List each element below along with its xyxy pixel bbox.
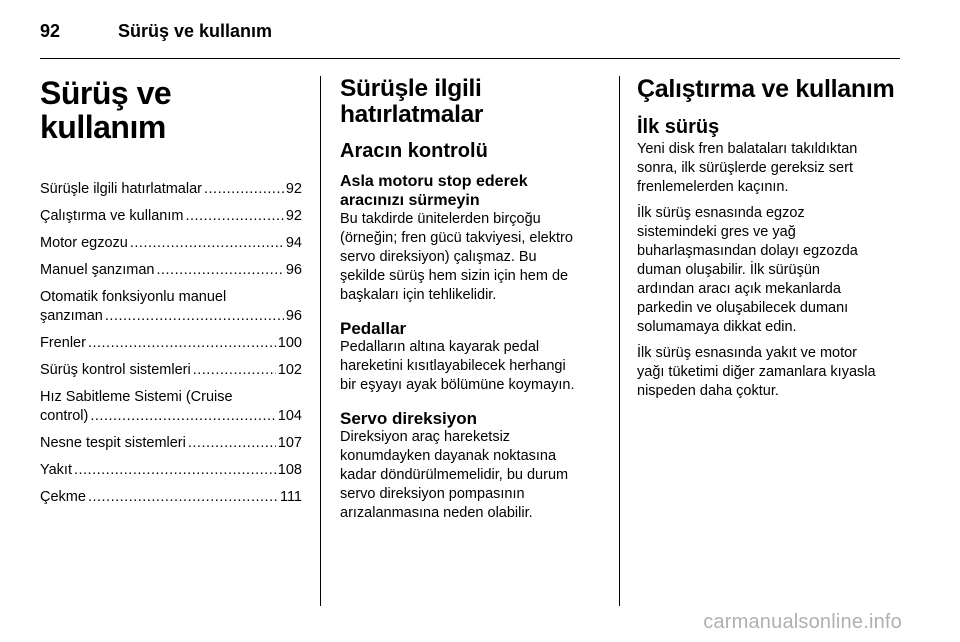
toc-entry[interactable]: Çalıştırma ve kullanım ..... 92 — [40, 207, 302, 226]
header-divider — [40, 58, 900, 59]
driving-hints-column — [340, 76, 602, 537]
paragraph: İlk sürüş esnasında yakıt ve motor yağı tüketimi diğer zamanlara kıyasla nispeden daha çoktur. — [637, 345, 876, 399]
column-divider-2 — [619, 76, 620, 606]
running-title: Sürüş ve kullanım — [118, 20, 273, 41]
toc-entry[interactable]: Frenler ..... 100 — [40, 334, 302, 353]
servo-title: Servo direksiyon — [340, 409, 478, 428]
toc-entry[interactable]: Sürüşle ilgili hatırlatmalar ..... 92 — [40, 180, 302, 199]
paragraph: İlk sürüş esnasında egzoz sistemindeki gres ve yağ buharlaşmasından dolayı egzozda duman oluşabilir. İlk sürüşün ardından aracı açık mekanlarda parkedin ve oluşabilecek dumanı solumamaya dikkat edin. — [637, 205, 858, 335]
section-title: Çalıştırma ve kullanım — [637, 75, 895, 103]
chapter-title: Sürüş ve kullanım — [40, 75, 172, 145]
pedals-text: Pedalların altına kayarak pedal hareketini kısıtlayabilecek herhangi bir eşyayı ayak bölümüne koymayın. — [340, 339, 575, 393]
toc-entry[interactable]: Sürüş kontrol sistemleri ..... 102 — [40, 361, 302, 380]
warning-block — [340, 172, 602, 305]
column-divider-1 — [320, 76, 321, 606]
pedals-title: Pedallar — [340, 319, 407, 338]
toc-entry[interactable]: Otomatik fonksiyonlu manuel şanzıman ..... 96 — [40, 288, 302, 326]
servo-block — [340, 409, 602, 523]
watermark: carmanualsonline.info — [703, 611, 902, 633]
operation-column — [637, 76, 902, 408]
toc-column — [40, 76, 302, 515]
warning-title: Asla motoru stop ederek aracınızı sürmeyin — [340, 173, 528, 209]
table-of-contents — [40, 180, 302, 507]
toc-entry[interactable]: Yakıt ..... 108 — [40, 461, 302, 480]
subsection-title: İlk sürüş — [637, 116, 720, 138]
page-number: 92 — [40, 20, 61, 41]
toc-entry[interactable]: Motor egzozu ..... 94 — [40, 234, 302, 253]
section-title: Sürüşle ilgili hatırlatmalar — [340, 75, 484, 128]
warning-text: Bu takdirde ünitelerden birçoğu (örneğin; fren gücü takviyesi, elektro servo direksiyon) çalışmaz. Bu şekilde sürüş hem sizin için hem de başkaları için tehlikelidir. — [340, 211, 573, 303]
toc-entry[interactable]: Manuel şanzıman ..... 96 — [40, 261, 302, 280]
paragraph: Yeni disk fren balataları takıldıktan sonra, ilk sürüşlerde gereksiz sert frenlemelerden kaçının. — [637, 141, 858, 195]
servo-text: Direksiyon araç hareketsiz konumdayken dayanak noktasına kadar döndürülmemelidir, bu durum servo direksiyon pompasının arızalanmasına neden olabilir. — [340, 429, 569, 521]
toc-entry[interactable]: Nesne tespit sistemleri ..... 107 — [40, 434, 302, 453]
toc-entry[interactable]: Çekme ..... 111 — [40, 488, 302, 507]
subsection-title: Aracın kontrolü — [340, 140, 488, 162]
toc-entry[interactable]: Hız Sabitleme Sistemi (Cruise control) ..... 104 — [40, 388, 302, 426]
page-header — [40, 16, 900, 46]
pedals-block — [340, 319, 602, 395]
